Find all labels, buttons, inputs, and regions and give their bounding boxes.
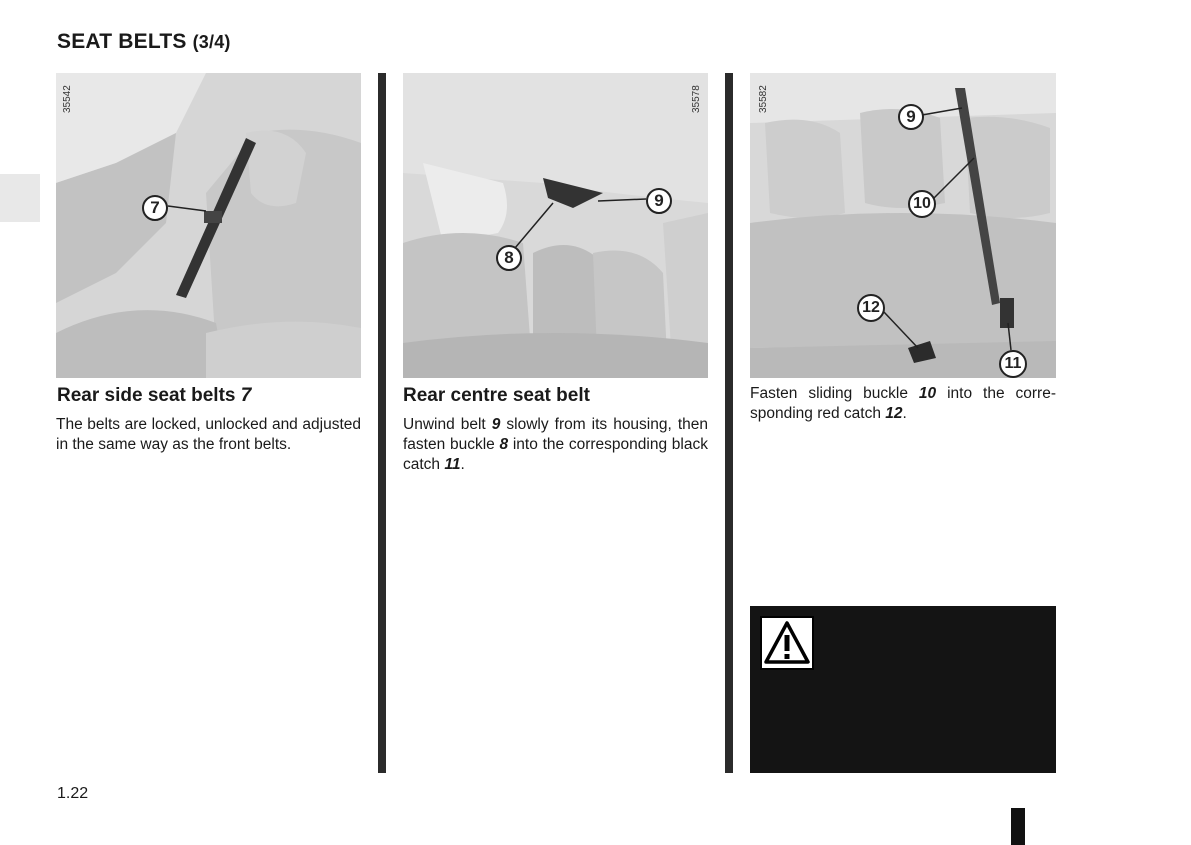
rear-side-belt-photo — [56, 73, 361, 378]
photo-reference-number: 35582 — [758, 85, 769, 113]
callout-8: 8 — [496, 245, 522, 271]
section-title-ref: 7 — [240, 385, 252, 406]
body-ref-10: 10 — [918, 385, 937, 402]
section-title-rear-side — [57, 385, 251, 407]
body-text-run: . — [460, 456, 465, 473]
column-divider — [378, 73, 386, 773]
sliding-buckle-body — [750, 384, 1056, 424]
body-text-run: . — [902, 405, 907, 422]
page-part: (3/4) — [192, 32, 231, 52]
body-ref-12: 12 — [885, 405, 903, 422]
body-text-run: into the corresponding red catch — [750, 385, 1056, 422]
page-title-text: SEAT BELTS — [57, 30, 187, 53]
sliding-buckle-photo — [750, 73, 1056, 378]
body-ref-9: 9 — [491, 416, 501, 433]
rear-side-belt-illustration — [56, 73, 361, 378]
body-text-run: into the corresponding black catch — [403, 436, 708, 473]
column-divider — [725, 73, 733, 773]
body-text-run: Unwind belt — [403, 416, 492, 433]
body-ref-8: 8 — [499, 436, 509, 453]
callout-10: 10 — [908, 190, 936, 218]
page-corner-marker — [1011, 808, 1025, 845]
callout-12: 12 — [857, 294, 885, 322]
section-title-text: Rear side seat belts — [57, 385, 236, 406]
warning-box — [750, 606, 1056, 773]
rear-side-body: The belts are locked, unlocked and adjusted in the same way as the front belts. — [56, 416, 361, 453]
body-text-run: Fasten sliding buckle — [750, 385, 919, 402]
callout-11: 11 — [999, 350, 1027, 378]
warning-triangle-icon — [760, 616, 814, 670]
callout-9: 9 — [646, 188, 672, 214]
photo-reference-number: 35542 — [62, 85, 73, 113]
photo-reference-number: 35578 — [691, 85, 702, 113]
callout-7: 7 — [142, 195, 168, 221]
rear-centre-belt-illustration — [403, 73, 708, 378]
section-side-tab — [0, 174, 40, 222]
page-number: 1.22 — [57, 785, 89, 802]
rear-centre-belt-photo — [403, 73, 708, 378]
page-title — [57, 30, 231, 54]
section-title-rear-centre: Rear centre seat belt — [403, 385, 590, 406]
callout-9: 9 — [898, 104, 924, 130]
rear-centre-body — [403, 415, 708, 475]
body-ref-11: 11 — [444, 456, 461, 473]
body-text-run: slowly from its housing, then fasten buckle — [403, 416, 708, 453]
